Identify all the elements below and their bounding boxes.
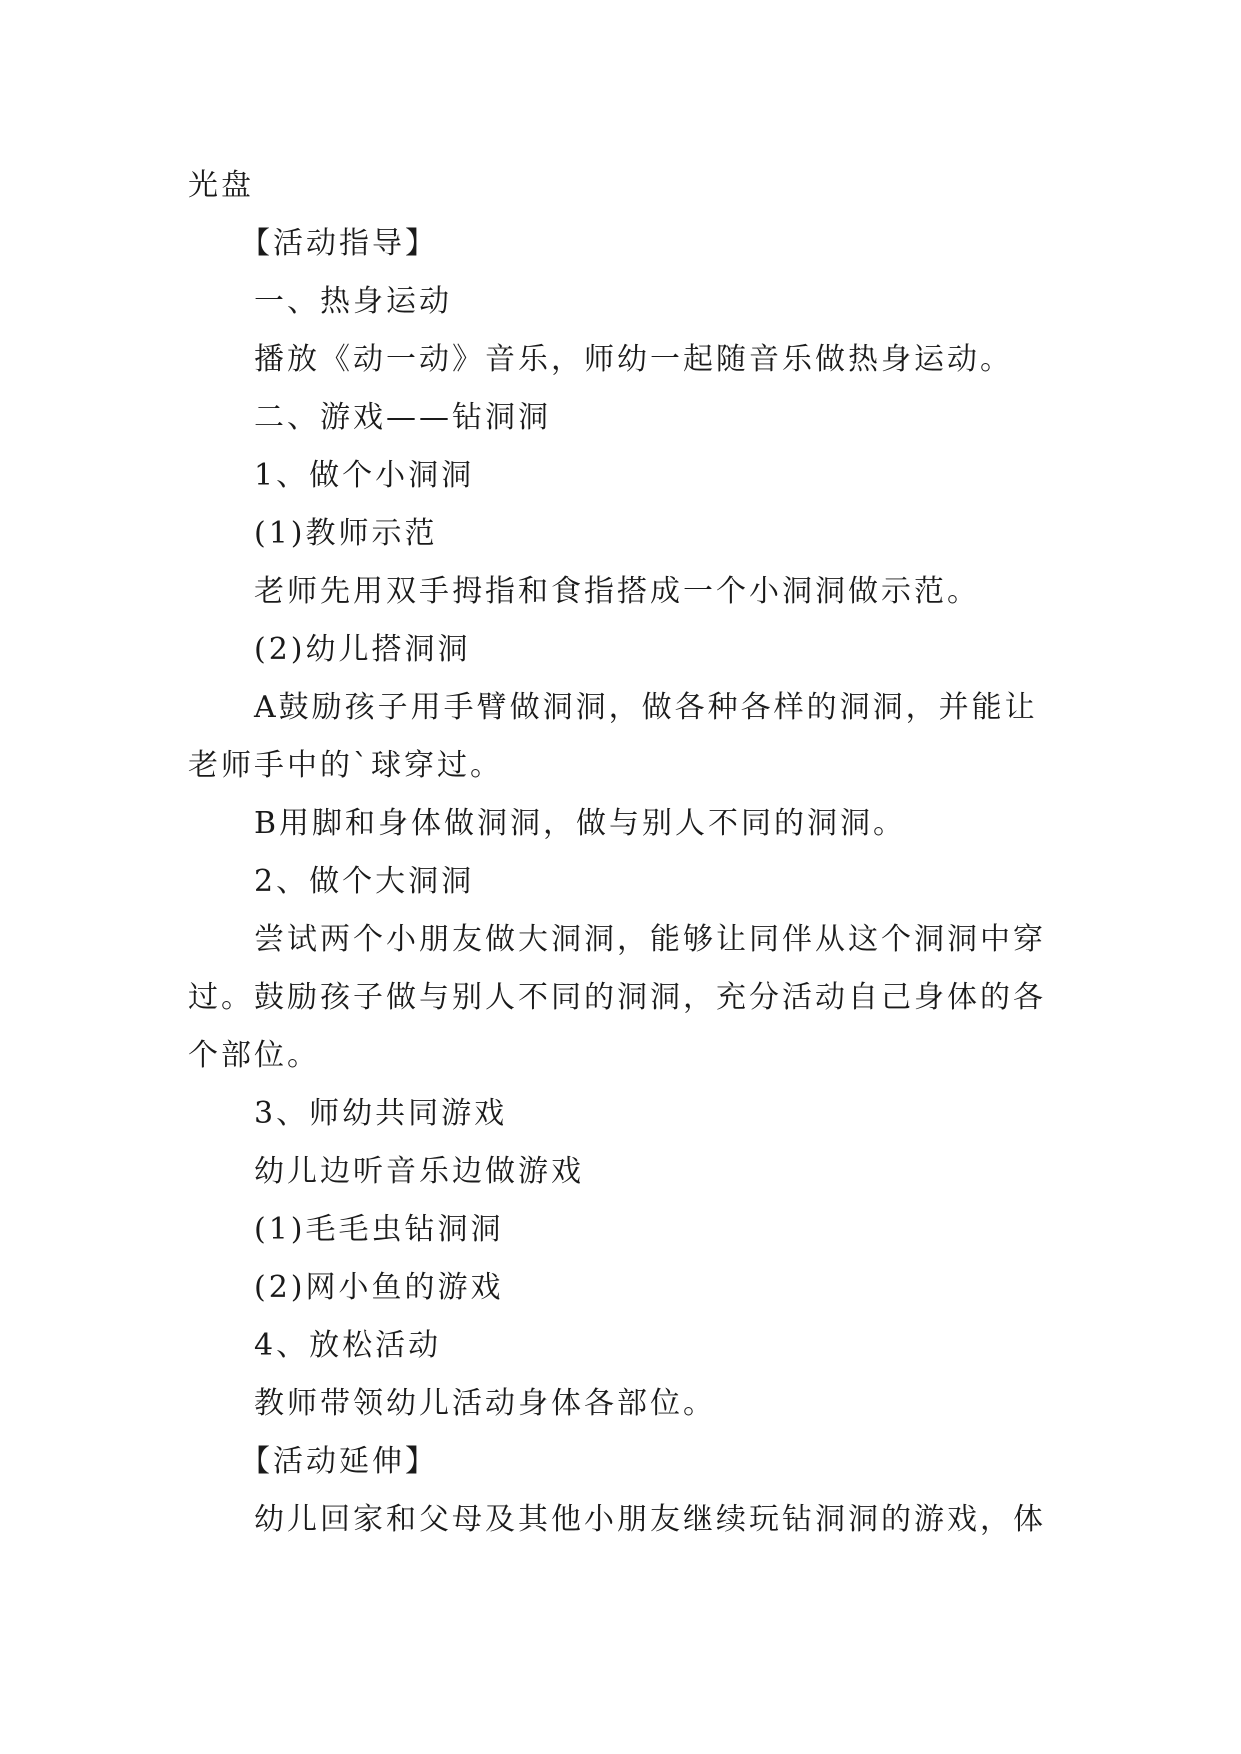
text-line: 尝试两个小朋友做大洞洞，能够让同伴从这个洞洞中穿: [254, 922, 1046, 957]
text-line: 3、师幼共同游戏: [254, 1096, 508, 1131]
text-line: 教师带领幼儿活动身体各部位。: [254, 1386, 716, 1421]
text-line: 播放《动一动》音乐，师幼一起随音乐做热身运动。: [254, 342, 1013, 377]
text-line: (2)幼儿搭洞洞: [254, 632, 471, 667]
text-line: 1、做个小洞洞: [254, 458, 475, 493]
text-line: 一、热身运动: [254, 284, 452, 319]
text-line: 光盘: [188, 168, 254, 203]
text-line: 4、放松活动: [254, 1328, 442, 1363]
text-line: 过。鼓励孩子做与别人不同的洞洞，充分活动自己身体的各: [188, 980, 1046, 1015]
text-line: (2)网小鱼的游戏: [254, 1270, 504, 1305]
text-line: 2、做个大洞洞: [254, 864, 475, 899]
text-line: 个部位。: [188, 1038, 320, 1073]
text-line: 幼儿边听音乐边做游戏: [254, 1154, 584, 1189]
text-line: (1)教师示范: [254, 516, 438, 551]
text-line: (1)毛毛虫钻洞洞: [254, 1212, 504, 1247]
text-line: B用脚和身体做洞洞，做与别人不同的洞洞。: [254, 806, 907, 841]
text-line: A鼓励孩子用手臂做洞洞，做各种各样的洞洞，并能让: [254, 690, 1038, 725]
section-heading: 【活动指导】: [240, 226, 438, 261]
text-line: 老师先用双手拇指和食指搭成一个小洞洞做示范。: [254, 574, 980, 609]
section-heading: 【活动延伸】: [240, 1444, 438, 1479]
text-line: 老师手中的`球穿过。: [188, 748, 503, 783]
text-line: 二、游戏——钻洞洞: [254, 400, 551, 435]
text-line: 幼儿回家和父母及其他小朋友继续玩钻洞洞的游戏，体: [254, 1502, 1046, 1537]
